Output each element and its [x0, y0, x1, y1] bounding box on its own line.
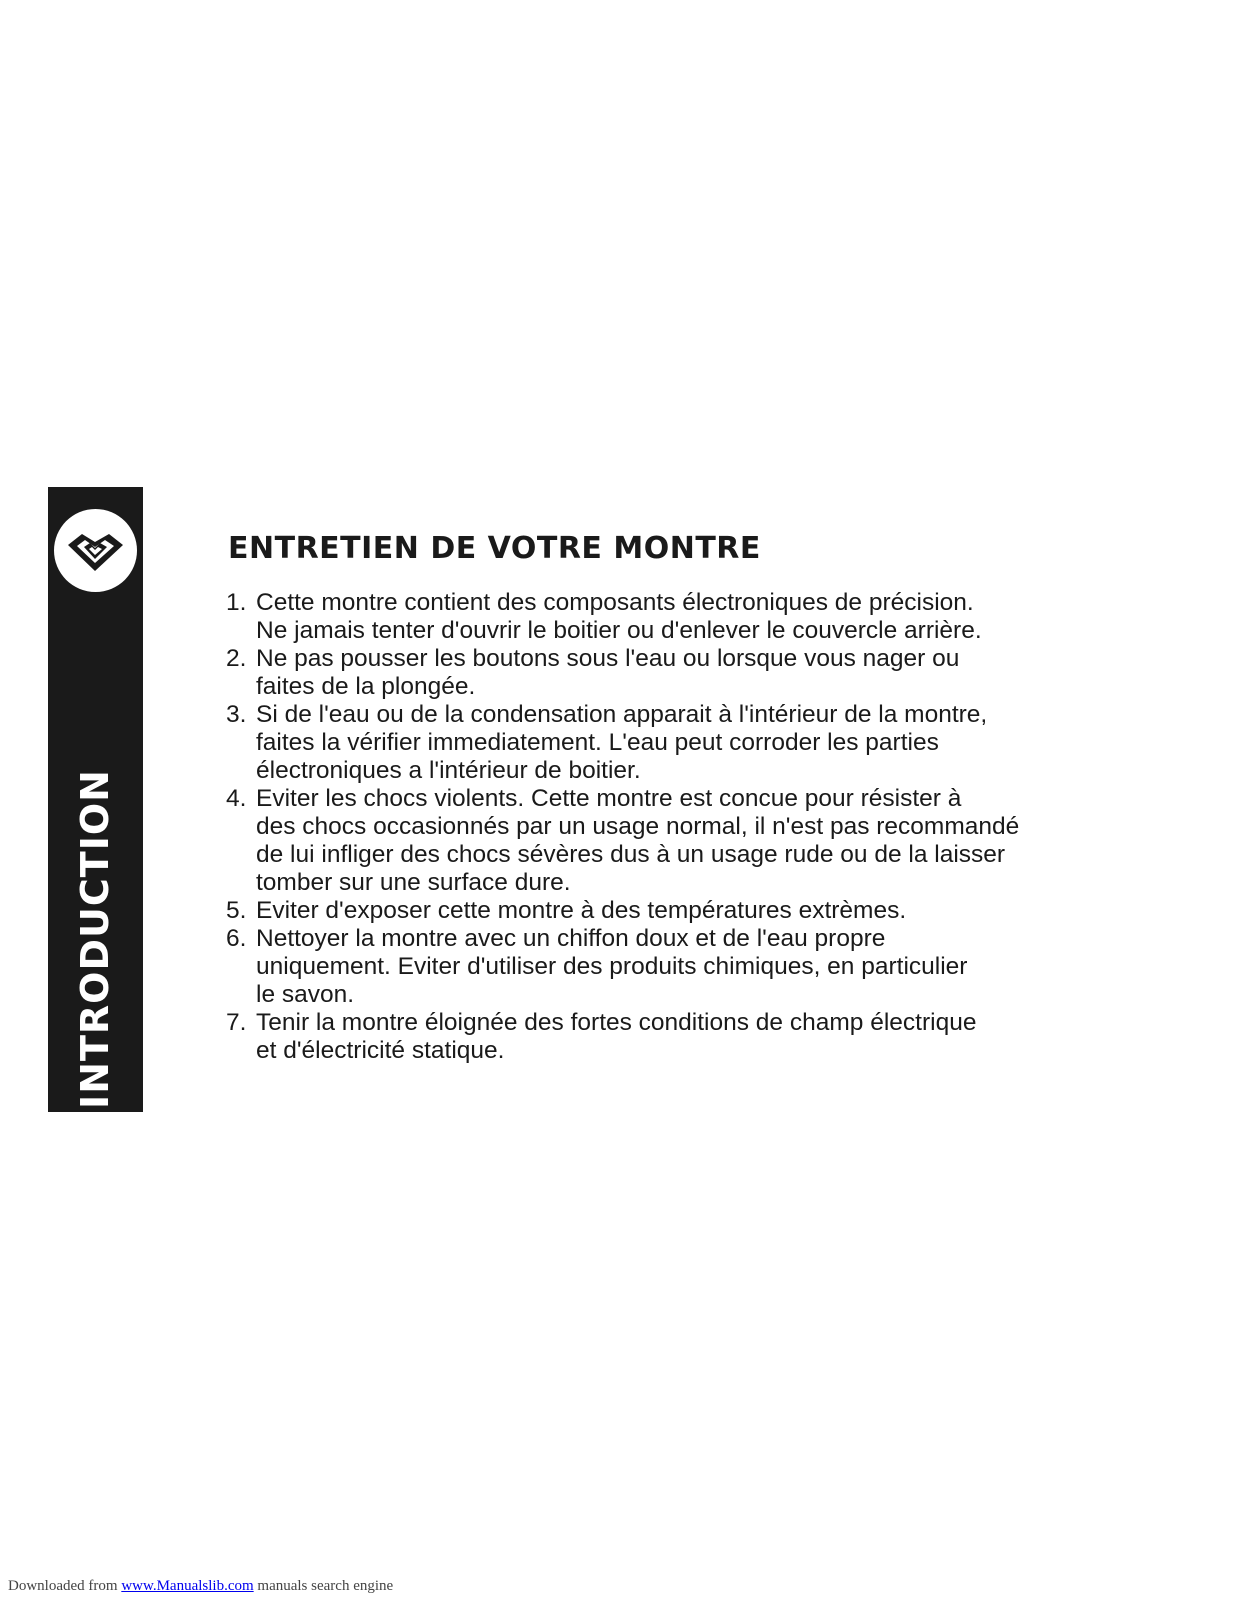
list-item-number: 3. — [226, 701, 247, 728]
list-item-number: 5. — [226, 897, 247, 924]
list-item — [226, 1009, 1146, 1065]
list-item — [226, 785, 1146, 897]
list-item-number: 2. — [226, 645, 247, 672]
footer-suffix: manuals search engine — [253, 1578, 394, 1594]
list-item-text: Nettoyer la montre avec un chiffon doux et de l'eau propre uniquement. Eviter d'utiliser des produits chimiques, en particulier le savon. — [256, 925, 968, 1008]
side-tab-label: INTRODUCTION — [73, 769, 117, 1109]
manualslib-link[interactable]: www.Manualslib.com — [121, 1578, 254, 1594]
list-item-number: 4. — [226, 785, 247, 812]
list-item-text: Tenir la montre éloignée des fortes conditions de champ électrique et d'électricité statique. — [256, 1009, 977, 1064]
side-tab — [48, 487, 143, 1112]
care-instructions-list — [226, 589, 1146, 1065]
list-item-text: Ne pas pousser les boutons sous l'eau ou lorsque vous nager ou faites de la plongée. — [256, 645, 960, 700]
list-item — [226, 897, 1146, 925]
list-item-text: Si de l'eau ou de la condensation apparait à l'intérieur de la montre, faites la vérifier immediatement. L'eau peut corroder les parties électroniques a l'intérieur de boitier. — [256, 701, 988, 784]
list-item — [226, 589, 1146, 645]
list-item — [226, 925, 1146, 1009]
roxy-heart-logo-icon — [54, 509, 137, 592]
list-item — [226, 701, 1146, 785]
list-item-number: 1. — [226, 589, 247, 616]
download-footer — [8, 1578, 393, 1595]
list-item-number: 7. — [226, 1009, 247, 1036]
list-item — [226, 645, 1146, 701]
page-title: ENTRETIEN DE VOTRE MONTRE — [228, 531, 761, 566]
footer-prefix: Downloaded from — [8, 1578, 122, 1594]
list-item-text: Cette montre contient des composants électroniques de précision. Ne jamais tenter d'ouvrir le boitier ou d'enlever le couvercle arrière. — [256, 589, 982, 644]
list-item-text: Eviter d'exposer cette montre à des températures extrèmes. — [256, 897, 907, 924]
list-item-text: Eviter les chocs violents. Cette montre est concue pour résister à des chocs occasionnés par un usage normal, il n'est pas recommandé de lui infliger des chocs sévères dus à un usage rude ou de la laisser tomber sur une surface dure. — [256, 785, 1020, 896]
list-item-number: 6. — [226, 925, 247, 952]
